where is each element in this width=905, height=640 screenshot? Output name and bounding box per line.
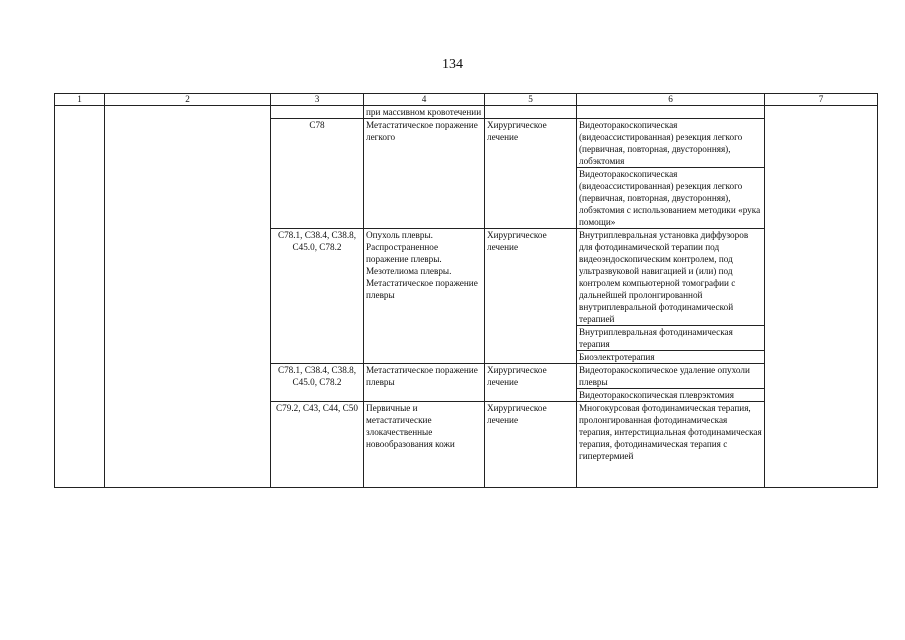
- treatment-cell: Хирургическое лечение: [485, 364, 577, 402]
- col-header-4: 4: [364, 94, 485, 106]
- header-row: [55, 94, 878, 106]
- col-header-2: 2: [105, 94, 271, 106]
- col-header-1: 1: [55, 94, 105, 106]
- disease-cell: Первичные и метастатические злокачественные новообразования кожи: [364, 402, 485, 488]
- treatment-cell: Хирургическое лечение: [485, 119, 577, 229]
- code-cell: [271, 106, 364, 119]
- code-cell: C78: [271, 119, 364, 229]
- col2-cell: [105, 106, 271, 488]
- method-cell: Видеоторакоскопическая (видеоассистированная) резекция легкого (первичная, повторная, двусторонняя), лобэктомия: [577, 119, 765, 168]
- col-header-7: 7: [765, 94, 878, 106]
- disease-cell: при массивном кровотечении: [364, 106, 485, 119]
- code-cell: C78.1, C38.4, C38.8, C45.0, C78.2: [271, 364, 364, 402]
- method-cell: Видеоторакоскопическая плеврэктомия: [577, 389, 765, 402]
- medical-care-table: [54, 93, 878, 488]
- method-cell: Внутриплевральная установка диффузоров для фотодинамической терапии под видеоэндоскопическим контролем, под ультразвуковой навигацией и (или) под контролем компьютерной томографии с дальнейшей пролонгированной внутриплевральной фотодинамической терапией: [577, 229, 765, 326]
- col-header-6: 6: [577, 94, 765, 106]
- method-cell: Внутриплевральная фотодинамическая терапия: [577, 326, 765, 351]
- page-number: 134: [442, 57, 463, 72]
- code-cell: C79.2, C43, C44, C50: [271, 402, 364, 488]
- method-cell: Видеоторакоскопическое удаление опухоли плевры: [577, 364, 765, 389]
- col7-cell: [765, 106, 878, 488]
- code-cell: C78.1, C38.4, C38.8, C45.0, C78.2: [271, 229, 364, 364]
- treatment-cell: [485, 106, 577, 119]
- treatment-cell: Хирургическое лечение: [485, 229, 577, 364]
- disease-cell: Метастатическое поражение легкого: [364, 119, 485, 229]
- treatment-cell: Хирургическое лечение: [485, 402, 577, 488]
- method-cell: [577, 106, 765, 119]
- col1-cell: [55, 106, 105, 488]
- table-row: [55, 106, 878, 119]
- col-header-5: 5: [485, 94, 577, 106]
- disease-cell: Опухоль плевры. Распространенное поражение плевры. Мезотелиома плевры. Метастатическое поражение плевры: [364, 229, 485, 364]
- disease-cell: Метастатическое поражение плевры: [364, 364, 485, 402]
- method-cell: Биоэлектротерапия: [577, 351, 765, 364]
- method-cell: Видеоторакоскопическая (видеоассистированная) резекция легкого (первичная, повторная, двусторонняя), лобэктомия с использованием методики «рука помощи»: [577, 168, 765, 229]
- col-header-3: 3: [271, 94, 364, 106]
- method-cell: Многокурсовая фотодинамическая терапия, пролонгированная фотодинамическая терапия, интерстициальная фотодинамическая терапия, фотодинамическая терапия с гипертермией: [577, 402, 765, 488]
